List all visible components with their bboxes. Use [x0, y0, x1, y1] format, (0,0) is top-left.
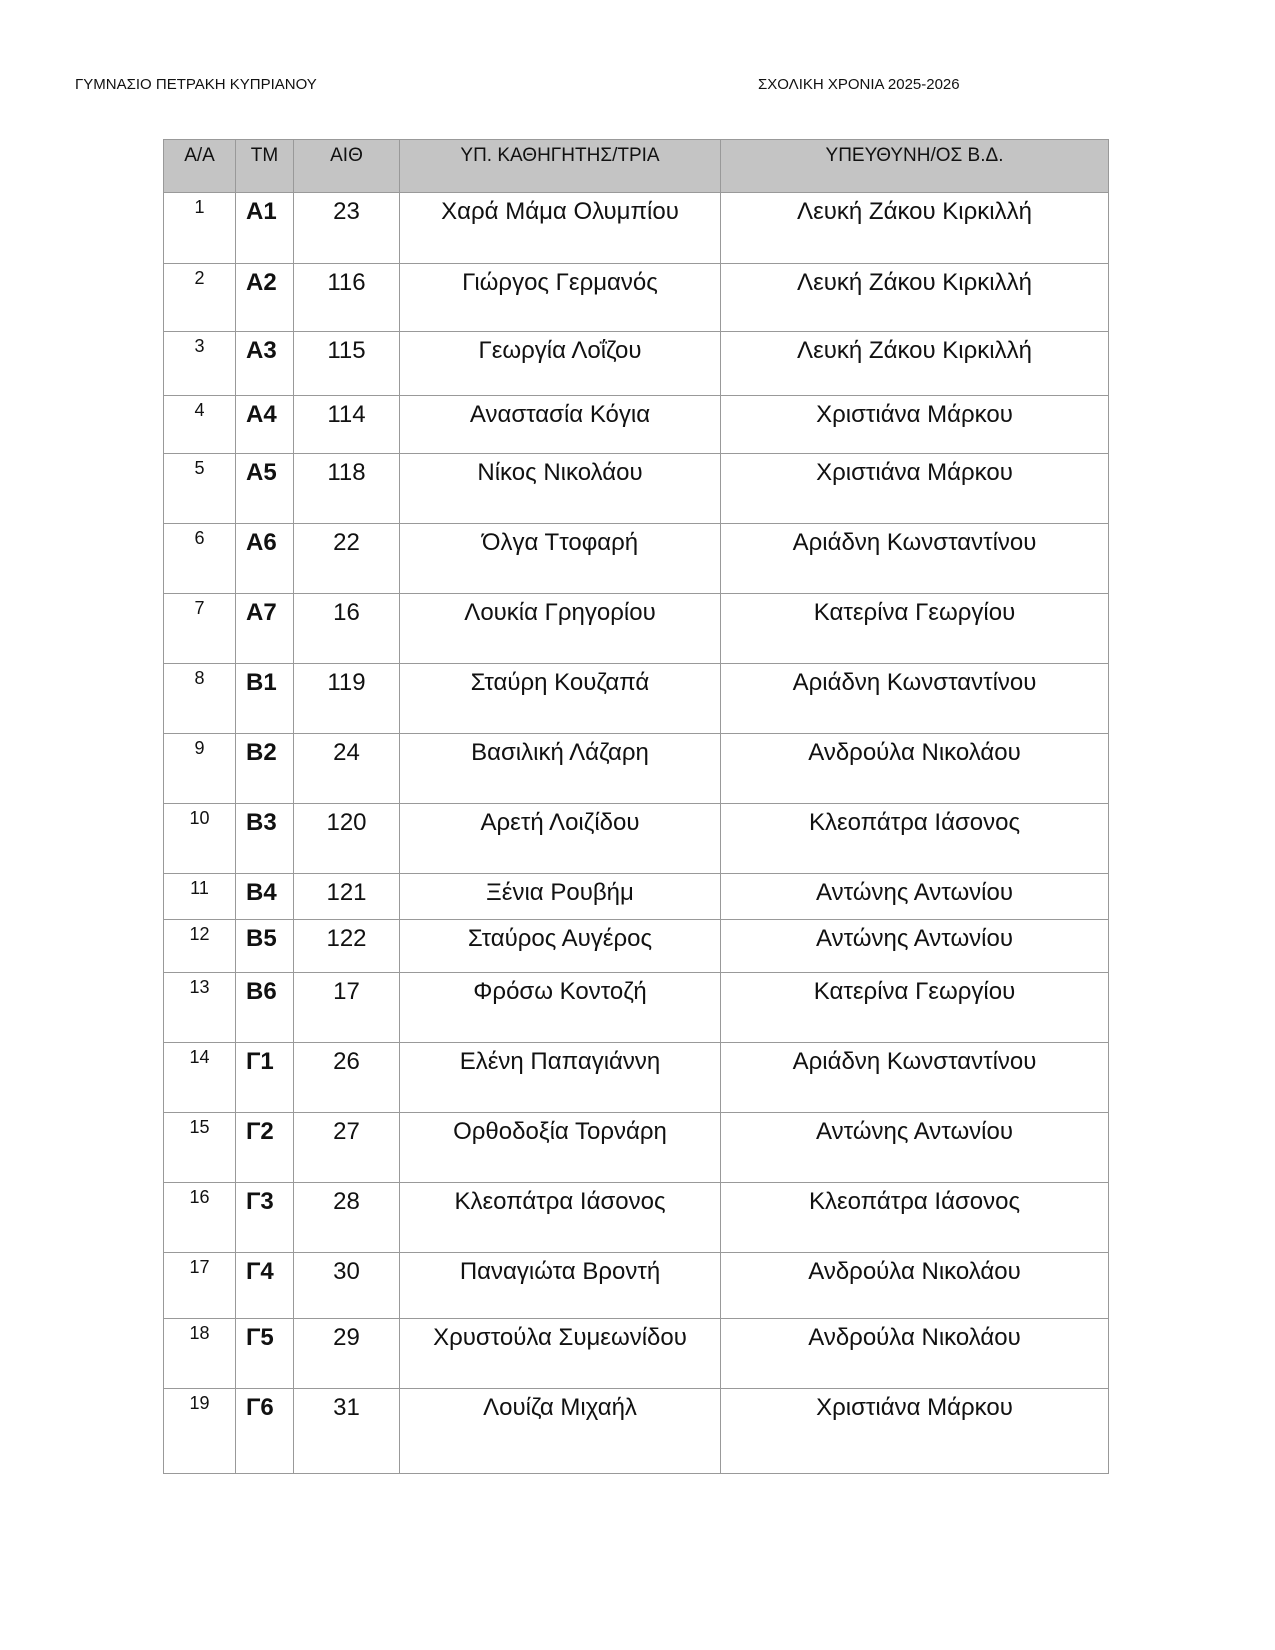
room-number: 27 — [294, 1113, 400, 1183]
section-code: Γ2 — [236, 1113, 294, 1183]
room-number: 17 — [294, 973, 400, 1043]
table-row — [164, 1253, 1109, 1319]
table-row — [164, 454, 1109, 524]
row-number: 15 — [164, 1113, 236, 1183]
section-code: Α2 — [236, 264, 294, 332]
room-number: 24 — [294, 734, 400, 804]
row-number: 3 — [164, 332, 236, 396]
section-code: Γ3 — [236, 1183, 294, 1253]
teacher-name: Βασιλική Λάζαρη — [400, 734, 721, 804]
row-number: 16 — [164, 1183, 236, 1253]
section-code: Α6 — [236, 524, 294, 594]
row-number: 10 — [164, 804, 236, 874]
responsible-name: Χριστιάνα Μάρκου — [721, 396, 1109, 454]
teacher-name: Παναγιώτα Βροντή — [400, 1253, 721, 1319]
room-number: 122 — [294, 920, 400, 973]
class-assignment-table — [163, 139, 1109, 1474]
responsible-name: Αριάδνη Κωνσταντίνου — [721, 524, 1109, 594]
teacher-name: Όλγα Ττοφαρή — [400, 524, 721, 594]
teacher-name: Κλεοπάτρα Ιάσονος — [400, 1183, 721, 1253]
section-code: Α5 — [236, 454, 294, 524]
section-code: Β6 — [236, 973, 294, 1043]
responsible-name: Αντώνης Αντωνίου — [721, 1113, 1109, 1183]
school-year: ΣΧΟΛΙΚΗ ΧΡΟΝΙΑ 2025-2026 — [758, 76, 960, 93]
teacher-name: Νίκος Νικολάου — [400, 454, 721, 524]
row-number: 12 — [164, 920, 236, 973]
section-code: Β4 — [236, 874, 294, 920]
section-code: Β5 — [236, 920, 294, 973]
responsible-name: Κλεοπάτρα Ιάσονος — [721, 804, 1109, 874]
teacher-name: Λουίζα Μιχαήλ — [400, 1389, 721, 1474]
school-name: ΓΥΜΝΑΣΙΟ ΠΕΤΡΑΚΗ ΚΥΠΡΙΑΝΟΥ — [75, 76, 317, 93]
table-row — [164, 264, 1109, 332]
responsible-name: Ανδρούλα Νικολάου — [721, 734, 1109, 804]
room-number: 116 — [294, 264, 400, 332]
responsible-name: Ανδρούλα Νικολάου — [721, 1253, 1109, 1319]
table-row — [164, 332, 1109, 396]
row-number: 11 — [164, 874, 236, 920]
row-number: 17 — [164, 1253, 236, 1319]
row-number: 8 — [164, 664, 236, 734]
section-code: Γ5 — [236, 1319, 294, 1389]
row-number: 4 — [164, 396, 236, 454]
table-row — [164, 594, 1109, 664]
teacher-name: Γεωργία Λοΐζου — [400, 332, 721, 396]
table-row — [164, 1113, 1109, 1183]
responsible-name: Κατερίνα Γεωργίου — [721, 973, 1109, 1043]
section-code: Γ4 — [236, 1253, 294, 1319]
room-number: 22 — [294, 524, 400, 594]
responsible-name: Χριστιάνα Μάρκου — [721, 454, 1109, 524]
section-code: Β3 — [236, 804, 294, 874]
teacher-name: Αρετή Λοιζίδου — [400, 804, 721, 874]
table-header-row — [164, 140, 1109, 193]
teacher-name: Αναστασία Κόγια — [400, 396, 721, 454]
section-code: Α7 — [236, 594, 294, 664]
row-number: 13 — [164, 973, 236, 1043]
column-header-aa: Α/Α — [164, 140, 236, 193]
room-number: 119 — [294, 664, 400, 734]
teacher-name: Φρόσω Κοντοζή — [400, 973, 721, 1043]
table-row — [164, 1319, 1109, 1389]
column-header-section: ΤΜ — [236, 140, 294, 193]
table-row — [164, 193, 1109, 264]
room-number: 121 — [294, 874, 400, 920]
row-number: 5 — [164, 454, 236, 524]
responsible-name: Αριάδνη Κωνσταντίνου — [721, 664, 1109, 734]
table-row — [164, 396, 1109, 454]
room-number: 120 — [294, 804, 400, 874]
section-code: Α3 — [236, 332, 294, 396]
table-row — [164, 524, 1109, 594]
room-number: 23 — [294, 193, 400, 264]
room-number: 31 — [294, 1389, 400, 1474]
table-row — [164, 973, 1109, 1043]
row-number: 14 — [164, 1043, 236, 1113]
table-row — [164, 920, 1109, 973]
responsible-name: Λευκή Ζάκου Κιρκιλλή — [721, 264, 1109, 332]
table-row — [164, 1043, 1109, 1113]
room-number: 118 — [294, 454, 400, 524]
teacher-name: Ξένια Ρουβήμ — [400, 874, 721, 920]
teacher-name: Χρυστούλα Συμεωνίδου — [400, 1319, 721, 1389]
responsible-name: Αριάδνη Κωνσταντίνου — [721, 1043, 1109, 1113]
section-code: Α4 — [236, 396, 294, 454]
responsible-name: Ανδρούλα Νικολάου — [721, 1319, 1109, 1389]
column-header-teacher: ΥΠ. ΚΑΘΗΓΗΤΗΣ/ΤΡΙΑ — [400, 140, 721, 193]
teacher-name: Ελένη Παπαγιάννη — [400, 1043, 721, 1113]
teacher-name: Χαρά Μάμα Ολυμπίου — [400, 193, 721, 264]
row-number: 18 — [164, 1319, 236, 1389]
table-row — [164, 1389, 1109, 1474]
table-row — [164, 1183, 1109, 1253]
room-number: 30 — [294, 1253, 400, 1319]
row-number: 1 — [164, 193, 236, 264]
responsible-name: Κατερίνα Γεωργίου — [721, 594, 1109, 664]
row-number: 7 — [164, 594, 236, 664]
room-number: 114 — [294, 396, 400, 454]
responsible-name: Λευκή Ζάκου Κιρκιλλή — [721, 193, 1109, 264]
section-code: Β1 — [236, 664, 294, 734]
responsible-name: Χριστιάνα Μάρκου — [721, 1389, 1109, 1474]
row-number: 6 — [164, 524, 236, 594]
table-row — [164, 874, 1109, 920]
responsible-name: Αντώνης Αντωνίου — [721, 874, 1109, 920]
row-number: 19 — [164, 1389, 236, 1474]
section-code: Α1 — [236, 193, 294, 264]
room-number: 29 — [294, 1319, 400, 1389]
column-header-responsible: ΥΠΕΥΘΥΝΗ/ΟΣ Β.Δ. — [721, 140, 1109, 193]
table-row — [164, 804, 1109, 874]
teacher-name: Σταύρος Αυγέρος — [400, 920, 721, 973]
table-row — [164, 734, 1109, 804]
room-number: 115 — [294, 332, 400, 396]
responsible-name: Κλεοπάτρα Ιάσονος — [721, 1183, 1109, 1253]
responsible-name: Λευκή Ζάκου Κιρκιλλή — [721, 332, 1109, 396]
section-code: Γ6 — [236, 1389, 294, 1474]
teacher-name: Σταύρη Κουζαπά — [400, 664, 721, 734]
teacher-name: Γιώργος Γερμανός — [400, 264, 721, 332]
room-number: 26 — [294, 1043, 400, 1113]
room-number: 28 — [294, 1183, 400, 1253]
row-number: 9 — [164, 734, 236, 804]
table-row — [164, 664, 1109, 734]
section-code: Γ1 — [236, 1043, 294, 1113]
room-number: 16 — [294, 594, 400, 664]
section-code: Β2 — [236, 734, 294, 804]
teacher-name: Ορθοδοξία Τορνάρη — [400, 1113, 721, 1183]
teacher-name: Λουκία Γρηγορίου — [400, 594, 721, 664]
column-header-room: ΑΙΘ — [294, 140, 400, 193]
responsible-name: Αντώνης Αντωνίου — [721, 920, 1109, 973]
row-number: 2 — [164, 264, 236, 332]
